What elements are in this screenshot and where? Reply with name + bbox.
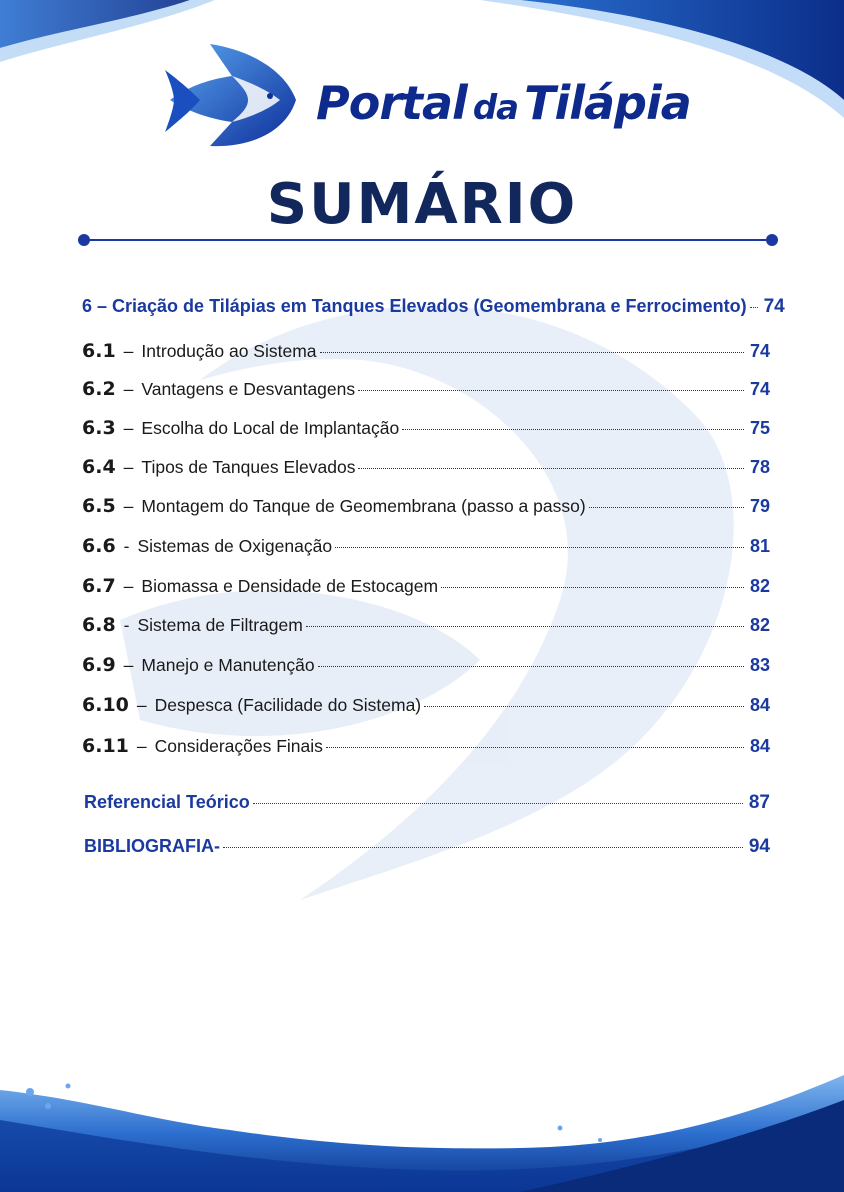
toc-section-number: 6.7 [82,575,116,597]
toc-page-number: 84 [749,695,770,715]
toc-section-number: 6.6 [82,535,116,557]
toc-section-number: 6.3 [82,417,116,439]
toc-page-number: 78 [749,457,770,477]
toc-separator: – [123,496,134,516]
toc-separator: – [123,655,134,675]
toc-section-label: Considerações Finais [154,736,323,756]
toc-bibliography-label: BIBLIOGRAFIA- [84,836,220,856]
toc-section-label: Montagem do Tanque de Geomembrana (passo a passo) [141,496,586,516]
toc-leader-dots [589,507,744,508]
toc-section-number: 6.4 [82,456,116,478]
toc-section-label: Tipos de Tanques Elevados [141,457,356,477]
toc-section-number: 6.9 [82,654,116,676]
toc-leader-dots [326,747,744,748]
toc-page-number: 87 [748,792,770,813]
toc-section-6-7[interactable] [82,575,770,597]
toc-separator: – [123,576,134,596]
toc-leader-dots [358,468,744,469]
toc-section-number: 6.10 [82,694,129,716]
toc-page-number: 79 [749,496,770,516]
toc-section-label: Manejo e Manutenção [141,655,315,675]
page-title: SUMÁRIO [266,172,578,237]
toc-section-6-5[interactable] [82,495,770,517]
toc-section-6-4[interactable] [82,456,770,478]
toc-section-6-6[interactable] [82,535,770,557]
toc-leader-dots [320,352,744,353]
toc-page-number: 81 [749,536,770,556]
toc-separator: – [123,457,134,477]
toc-page-number: 74 [749,379,770,399]
toc-leader-dots [318,666,744,667]
toc-page-number: 83 [749,655,770,675]
toc-page-number: 84 [749,736,770,756]
toc-section-label: Sistemas de Oxigenação [137,536,333,556]
toc-bibliography-entry[interactable] [84,836,770,858]
toc-section-number: 6.1 [82,340,116,362]
toc-separator: – [123,341,134,361]
toc-separator: – [136,695,147,715]
toc-section-6-3[interactable] [82,417,770,439]
toc-page-number: 82 [749,615,770,635]
toc-leader-dots [253,803,743,804]
divider-dot-left [78,234,90,246]
toc-separator: – [123,379,134,399]
brand-word-da: da [472,88,519,128]
toc-section-6-10[interactable] [82,694,770,716]
toc-leader-dots [306,626,744,627]
toc-section-6-1[interactable] [82,340,770,362]
toc-leader-dots [402,429,744,430]
toc-section-6-11[interactable] [82,735,770,757]
toc-section-number: 6.5 [82,495,116,517]
brand-word-tilapia: Tilápia [524,76,691,130]
toc-chapter-entry[interactable] [82,296,785,318]
toc-section-6-9[interactable] [82,654,770,676]
toc-section-label: Vantagens e Desvantagens [141,379,356,399]
tilapia-fish-logo [165,44,296,146]
toc-leader-dots [358,390,744,391]
toc-leader-dots [441,587,744,588]
toc-separator: – [136,736,147,756]
toc-leader-dots [424,706,744,707]
toc-separator: – [123,418,134,438]
toc-section-label: Escolha do Local de Implantação [141,418,400,438]
toc-chapter-label: 6 – Criação de Tilápias em Tanques Elevados (Geomembrana e Ferrocimento) [82,296,747,316]
bottom-water-wave [0,1075,844,1192]
toc-separator: - [123,536,130,556]
toc-section-6-8[interactable] [82,614,770,636]
toc-leader-dots [750,307,758,308]
toc-leader-dots [335,547,744,548]
toc-page-number: 74 [763,296,785,317]
toc-page-number: 94 [748,836,770,857]
toc-references-entry[interactable] [84,792,770,814]
title-divider [84,239,774,241]
brand-name [316,76,691,130]
toc-separator: - [123,615,130,635]
divider-dot-right [766,234,778,246]
toc-page-number: 82 [749,576,770,596]
toc-section-label: Introdução ao Sistema [141,341,317,361]
toc-references-label: Referencial Teórico [84,792,250,812]
toc-section-number: 6.11 [82,735,129,757]
toc-section-label: Biomassa e Densidade de Estocagem [141,576,439,596]
toc-section-6-2[interactable] [82,378,770,400]
brand-word-portal: Portal [316,76,467,130]
toc-section-number: 6.8 [82,614,116,636]
toc-section-label: Sistema de Filtragem [137,615,303,635]
toc-page-number: 75 [749,418,770,438]
toc-section-number: 6.2 [82,378,116,400]
toc-page-number: 74 [749,341,770,361]
toc-leader-dots [223,847,743,848]
toc-section-label: Despesca (Facilidade do Sistema) [154,695,422,715]
